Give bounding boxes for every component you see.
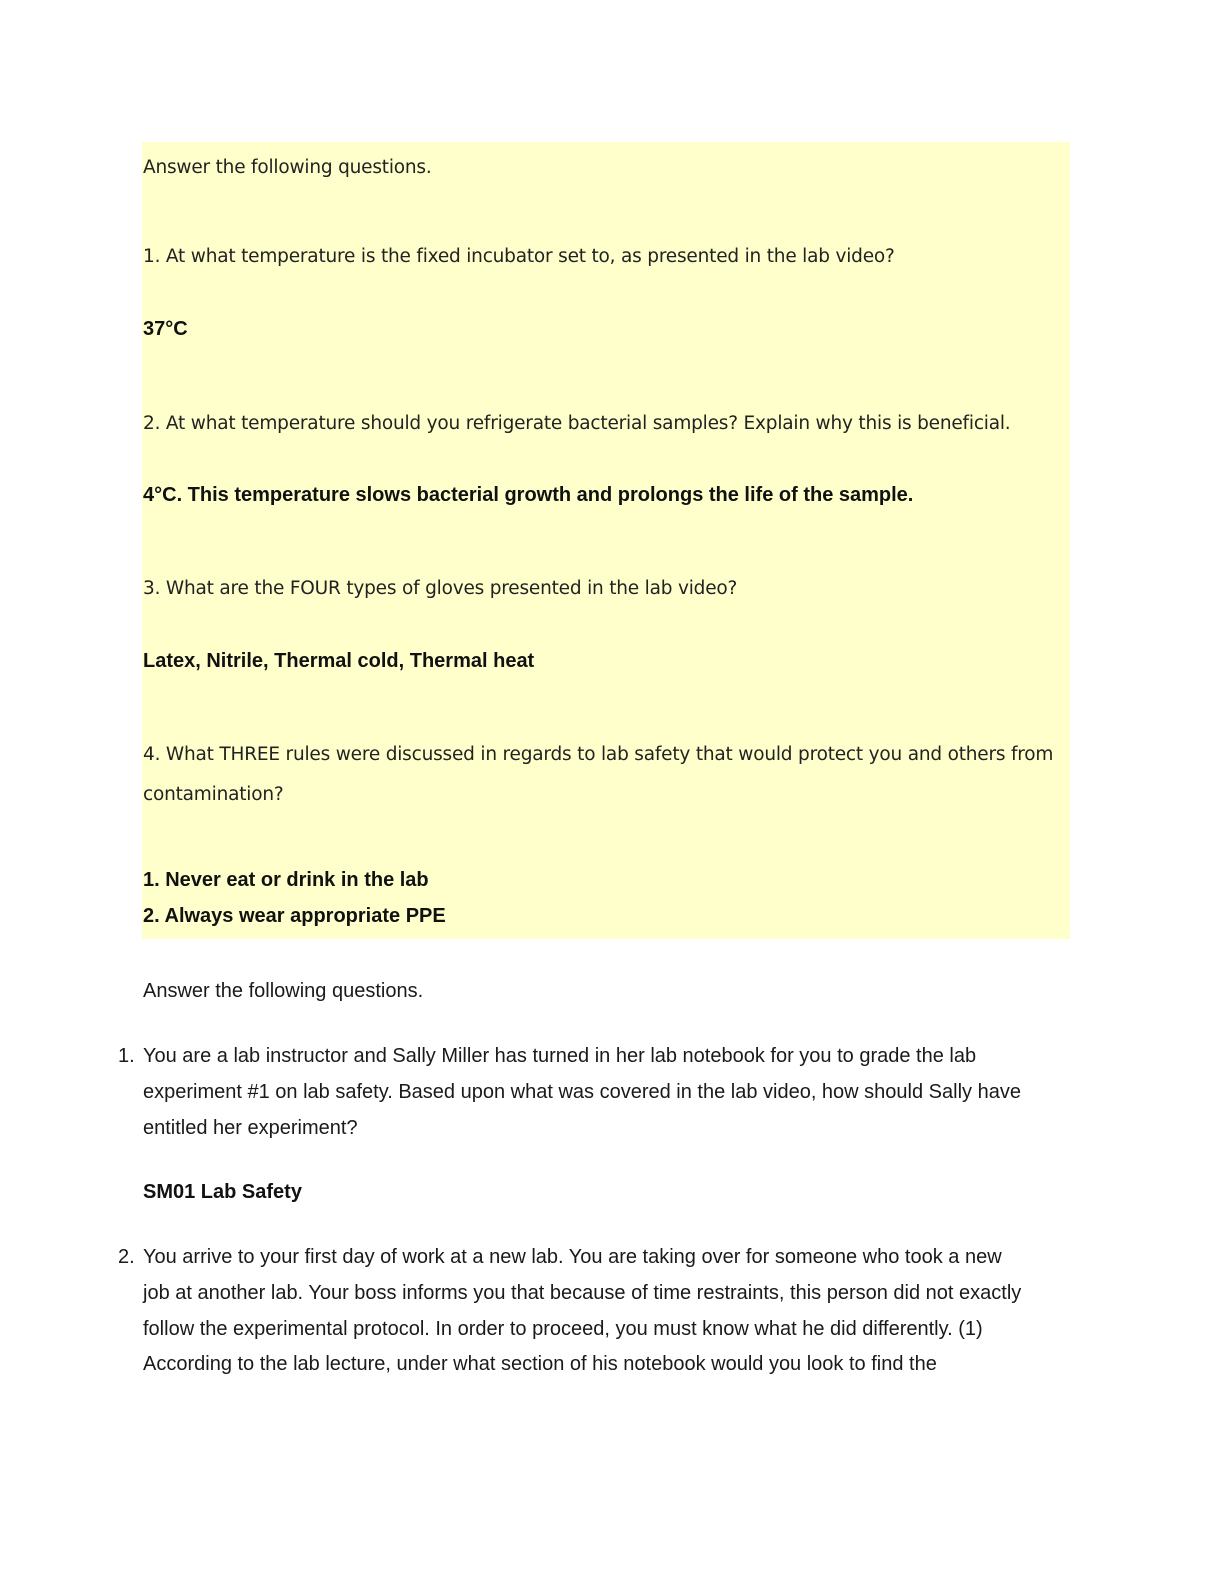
question-4-line-2: contamination? (143, 784, 284, 805)
answer-4-line-2: 2. Always wear appropriate PPE (143, 905, 446, 927)
question-2: 2. At what temperature should you refrigerate bacterial samples? Explain why this is beneficial. (143, 413, 1011, 434)
item-1-line-2: experiment #1 on lab safety. Based upon what was covered in the lab video, how should Sally have (143, 1081, 1021, 1103)
answer-2: 4°C. This temperature slows bacterial growth and prolongs the life of the sample. (143, 484, 914, 506)
section-intro: Answer the following questions. (143, 157, 432, 178)
item-2-line-1: You arrive to your first day of work at a new lab. You are taking over for someone who took a new (143, 1246, 1002, 1268)
answer-3: Latex, Nitrile, Thermal cold, Thermal heat (143, 650, 535, 672)
section-intro-2: Answer the following questions. (143, 980, 424, 1002)
item-1-line-1: You are a lab instructor and Sally Miller has turned in her lab notebook for you to grade the lab (143, 1045, 977, 1067)
item-number-1: 1. (118, 1045, 135, 1067)
question-4-line-1: 4. What THREE rules were discussed in regards to lab safety that would protect you and others from (143, 744, 1054, 765)
item-1-line-3: entitled her experiment? (143, 1117, 358, 1139)
item-1-answer: SM01 Lab Safety (143, 1181, 302, 1203)
item-2-line-4: According to the lab lecture, under what section of his notebook would you look to find the (143, 1353, 937, 1375)
answer-1: 37°C (143, 318, 188, 340)
item-2-line-2: job at another lab. Your boss informs you that because of time restraints, this person did not exactly (143, 1282, 1022, 1304)
question-3: 3. What are the FOUR types of gloves presented in the lab video? (143, 578, 738, 599)
item-number-2: 2. (118, 1246, 135, 1268)
answer-4-line-1: 1. Never eat or drink in the lab (143, 869, 429, 891)
item-2-line-3: follow the experimental protocol. In order to proceed, you must know what he did differently. (1) (143, 1318, 983, 1340)
question-1: 1. At what temperature is the fixed incubator set to, as presented in the lab video? (143, 246, 895, 267)
